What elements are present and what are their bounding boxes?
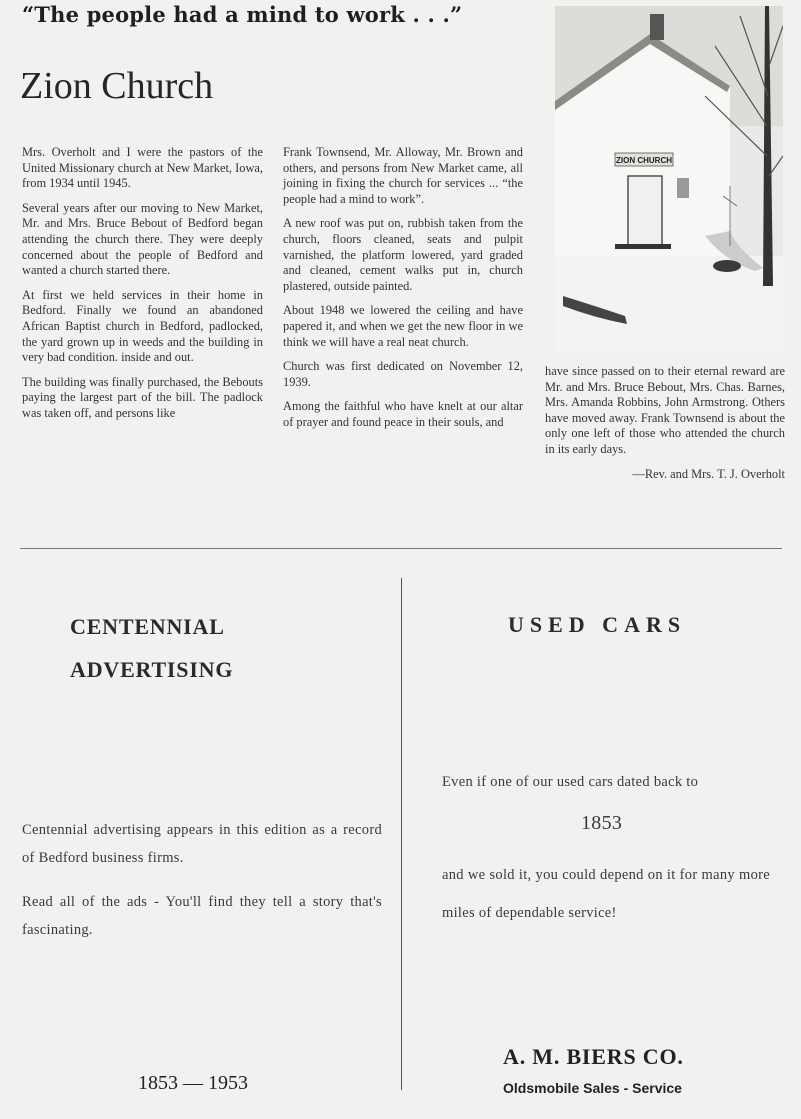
paragraph: Frank Townsend, Mr. Alloway, Mr. Brown and others, and persons from New Market came, all joining in fixing the church for services ... “the people had a mind to work”. bbox=[283, 145, 523, 206]
ad-divider bbox=[401, 578, 402, 1090]
paragraph: About 1948 we lowered the ceiling and have papered it, and when we get the new floor in we think we will have a real neat church. bbox=[283, 303, 523, 349]
article-column-3 bbox=[545, 364, 785, 482]
article-column-1 bbox=[22, 145, 263, 431]
company-name: A. M. BIERS CO. bbox=[503, 1044, 684, 1069]
centennial-years: 1853 — 1953 bbox=[138, 1072, 248, 1094]
photo-sign-text: ZION CHURCH bbox=[616, 156, 672, 165]
centennial-heading-line2: ADVERTISING bbox=[70, 657, 234, 682]
paragraph: Church was first dedicated on November 12, 1939. bbox=[283, 359, 523, 389]
paragraph: Among the faithful who have knelt at our altar of prayer and found peace in their souls, and bbox=[283, 399, 523, 429]
paragraph: A new roof was put on, rubbish taken from the church, floors cleaned, seats and pulpit varnished, the platform lowered, yard graded and cleaned, cement walks put in, church plastered, outside painted. bbox=[283, 216, 523, 293]
used-cars-year: 1853 bbox=[581, 812, 623, 834]
used-cars-heading: USED CARS bbox=[508, 612, 687, 637]
paragraph: have since passed on to their eternal reward are Mr. and Mrs. Bruce Bebout, Mrs. Chas. Barnes, Mrs. Amanda Robbins, John Armstrong. Others have moved away. Frank Townsend is about the only one left of those who attended the church in its early days. bbox=[545, 364, 785, 456]
article-column-2 bbox=[283, 145, 523, 440]
used-cars-line-1: Even if one of our used cars dated back to bbox=[442, 774, 699, 790]
section-divider bbox=[20, 548, 782, 549]
centennial-heading-line1: CENTENNIAL bbox=[70, 614, 225, 639]
article-title: Zion Church bbox=[20, 65, 214, 107]
church-photo bbox=[555, 6, 783, 353]
centennial-paragraph-1: Centennial advertising appears in this edition as a record of Bedford business firms. bbox=[22, 822, 382, 866]
signature: —Rev. and Mrs. T. J. Overholt bbox=[632, 466, 785, 481]
paragraph: At first we held services in their home in Bedford. Finally we found an abandoned African Baptist church in Bedford, padlocked, the yard grown up in weeds and the building in very bad condition. inside and out. bbox=[22, 287, 263, 365]
company-tagline: Oldsmobile Sales - Service bbox=[503, 1080, 682, 1096]
article-kicker: “The people had a mind to work . . .” bbox=[22, 2, 463, 27]
paragraph: Mrs. Overholt and I were the pastors of the United Missionary church at New Market, Iowa, from 1934 until 1945. bbox=[22, 145, 263, 191]
paragraph: Several years after our moving to New Market, Mr. and Mrs. Bruce Bebout of Bedford began attending the church there. They were deeply concerned about the people of Bedford and wanted a church started there. bbox=[22, 200, 263, 278]
church-photo-illustration bbox=[555, 6, 783, 353]
used-cars-line-2: and we sold it, you could depend on it for many more miles of dependable service! bbox=[442, 867, 770, 921]
centennial-paragraph-2: Read all of the ads - You'll find they tell a story that's fascinating. bbox=[22, 894, 382, 938]
paragraph: The building was finally purchased, the Bebouts paying the largest part of the bill. The padlock was taken off, and persons like bbox=[22, 374, 263, 420]
